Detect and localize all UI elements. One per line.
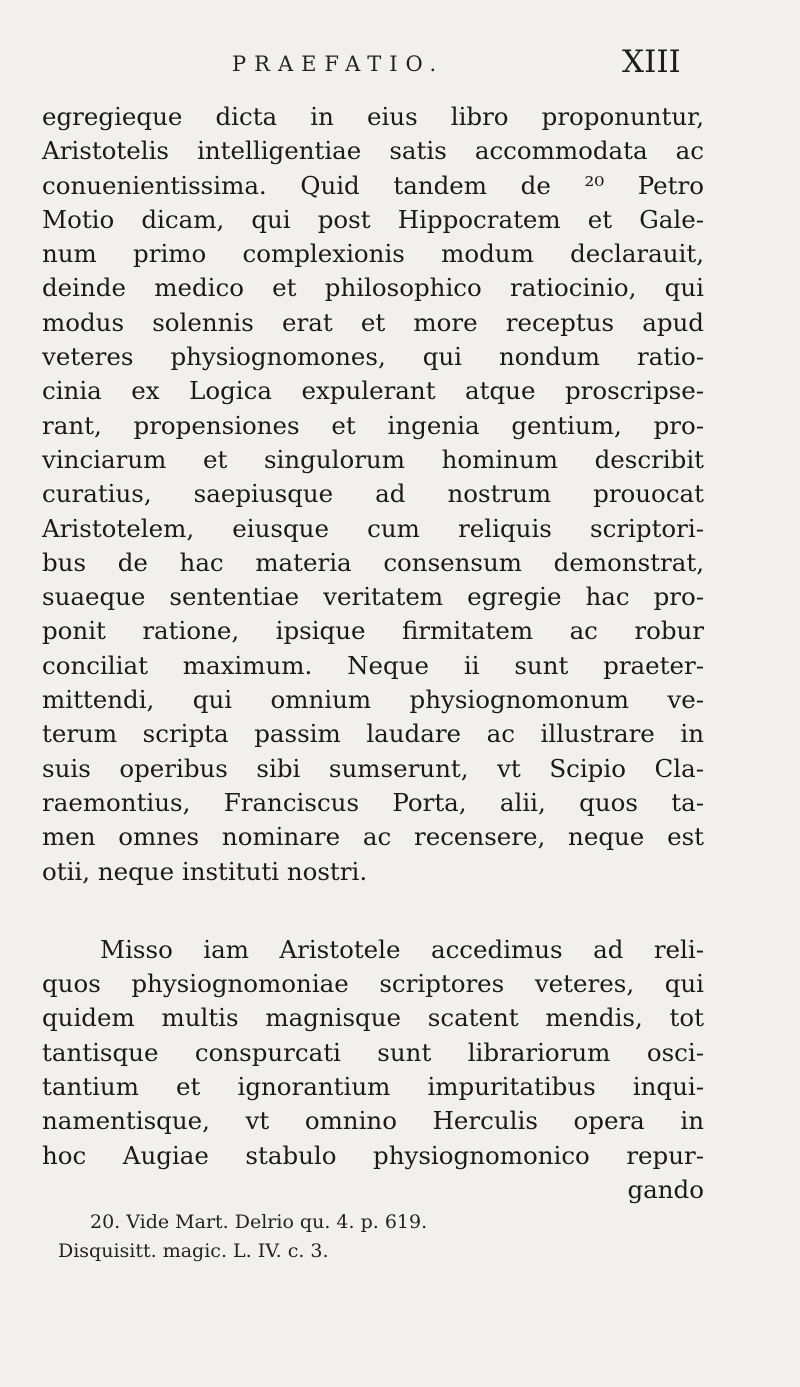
text-line: curatius, saepiusque ad nostrum prouocat: [42, 479, 704, 509]
page-number: XIII: [622, 44, 681, 80]
text-line: deinde medico et philosophico ratiocinio, qui: [42, 273, 704, 303]
text-line: egregieque dicta in eius libro proponuntur,: [42, 102, 704, 131]
text-line: tantisque conspurcati sunt librariorum osci-: [42, 1037, 704, 1067]
text-line: Misso iam Aristotele accedimus ad reli-: [100, 934, 704, 964]
text-line: bus de hac materia consensum demonstrat,: [42, 547, 704, 577]
text-line: Aristotelem, eiusque cum reliquis scriptori-: [42, 513, 704, 543]
text-line: terum scripta passim laudare ac illustrare in: [42, 719, 704, 749]
text-line: num primo complexionis modum declarauit,: [42, 239, 704, 269]
text-line: veteres physiognomones, qui nondum ratio-: [42, 342, 704, 372]
text-line: suis operibus sibi sumserunt, vt Scipio Cla-: [42, 753, 704, 783]
footnote-line: 20. Vide Mart. Delrio qu. 4. p. 619.: [90, 1211, 428, 1233]
catchword: gando: [627, 1174, 704, 1204]
text-line: quos physiognomoniae scriptores veteres, qui: [42, 969, 704, 999]
text-line: otii, neque instituti nostri.: [42, 856, 368, 886]
text-line: namentisque, vt omnino Herculis opera in: [42, 1106, 704, 1136]
paragraph-1: [42, 100, 704, 889]
text-line: men omnes nominare ac recensere, neque est: [42, 822, 704, 852]
footnote-line: Disquisitt. magic. L. IV. c. 3.: [58, 1240, 329, 1262]
text-line: Aristotelis intelligentiae satis accommodata ac: [42, 136, 704, 166]
text-line: modus solennis erat et more receptus apud: [42, 307, 704, 337]
text-line: tantium et ignorantium impuritatibus inqui-: [42, 1072, 704, 1102]
text-line: ponit ratione, ipsique firmitatem ac robur: [42, 616, 704, 646]
text-line: mittendi, qui omnium physiognomonum ve-: [42, 685, 704, 715]
text-line: hoc Augiae stabulo physiognomonico repur-: [42, 1140, 704, 1170]
text-line: conciliat maximum. Neque ii sunt praeter-: [42, 650, 704, 680]
text-line: raemontius, Franciscus Porta, alii, quos ta-: [42, 787, 704, 817]
text-line: conuenientissima. Quid tandem de ²⁰ Petro: [42, 170, 704, 200]
footnotes: [58, 1208, 598, 1266]
text-line: Motio dicam, qui post Hippocratem et Gale-: [42, 204, 704, 234]
paragraph-2: [42, 933, 704, 1207]
text-line: vinciarum et singulorum hominum describit: [42, 444, 704, 474]
text-line: cinia ex Logica expulerant atque proscripse-: [42, 376, 704, 406]
running-head: PRAEFATIO.: [232, 52, 445, 76]
page-header: [0, 44, 800, 94]
text-line: suaeque sententiae veritatem egregie hac pro-: [42, 582, 704, 612]
body-text: [42, 100, 704, 1207]
paragraph-gap: [42, 889, 704, 933]
text-line: quidem multis magnisque scatent mendis, tot: [42, 1003, 704, 1033]
text-line: rant, propensiones et ingenia gentium, pro-: [42, 410, 704, 440]
